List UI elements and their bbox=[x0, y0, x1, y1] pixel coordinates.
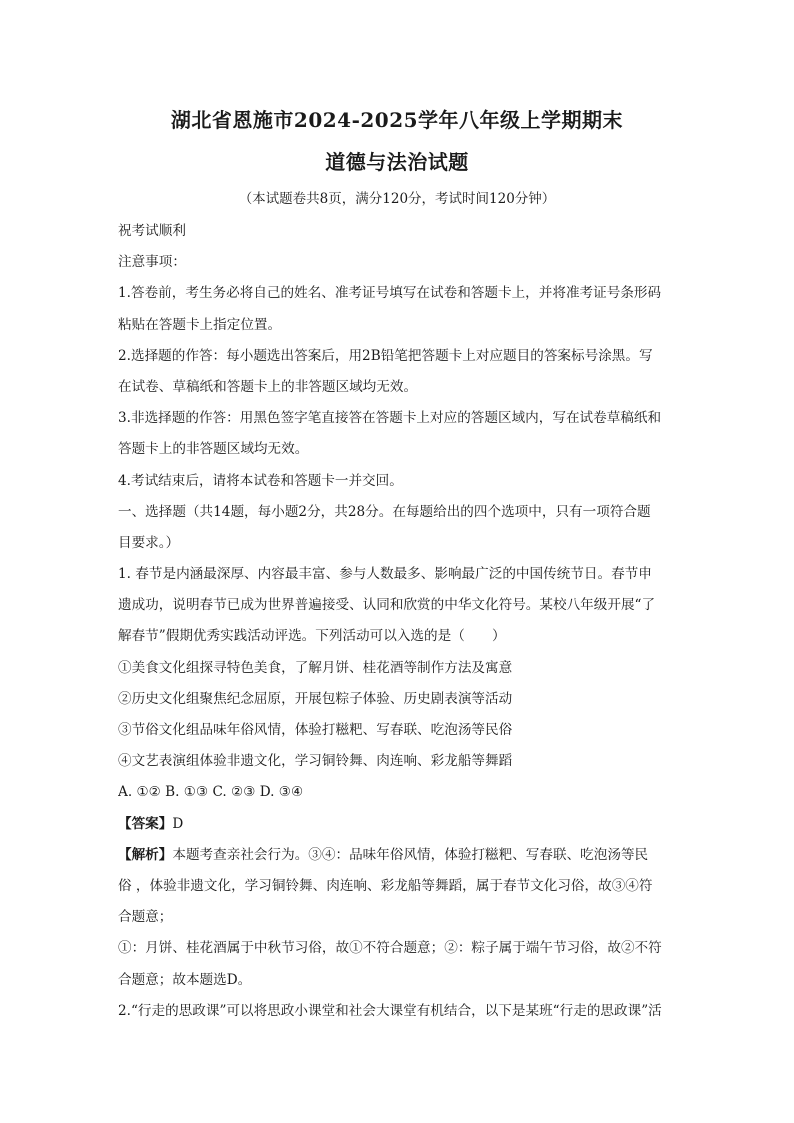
question1-answer bbox=[118, 809, 678, 840]
question1-analysis-line: 合题意；故本题选D。 bbox=[118, 971, 252, 988]
analysis-text: 本题考查亲社会行为。③④：品味年俗风情，体验打糍粑、写春联、吃泡汤等民 bbox=[172, 846, 649, 863]
question1-item: ③节俗文化组品味年俗风情，体验打糍粑、写春联、吃泡汤等民俗 bbox=[118, 722, 513, 738]
question1-analysis-line: 合题意； bbox=[118, 909, 173, 926]
question1-item: ④文艺表演组体验非遗文化，学习铜铃舞、肉连响、彩龙船等舞蹈 bbox=[118, 753, 513, 770]
exam-info-subtitle: （本试题卷共8页，满分120分，考试时间120分钟） bbox=[238, 191, 556, 207]
greeting-text: 祝考试顺利 bbox=[118, 223, 186, 239]
note-line: 3.非选择题的作答：用黑色签字笔直接答在答题卡上对应的答题区域内，写在试卷草稿纸和 bbox=[118, 410, 662, 427]
question1-item: ①美食文化组探寻特色美食，了解月饼、桂花酒等制作方法及寓意 bbox=[118, 659, 513, 676]
question1-stem-line: 1. 春节是内涵最深厚、内容最丰富、参与人数最多、影响最广泛的中国传统节日。春节申 bbox=[118, 566, 652, 583]
section-heading-line: 目要求。） bbox=[118, 534, 180, 551]
section-heading-line: 一、选择题（共14题，每小题2分，共28分。在每题给出的四个选项中，只有一项符合题 bbox=[118, 503, 651, 520]
document-body bbox=[118, 216, 678, 1027]
note-line: 2.选择题的作答：每小题选出答案后，用2B铅笔把答题卡上对应题目的答案标号涂黑。写 bbox=[118, 347, 653, 364]
note-line: 4.考试结束后，请将本试卷和答题卡一并交回。 bbox=[118, 472, 403, 489]
answer-label: 【答案】 bbox=[118, 815, 173, 832]
document-title-line2: 道德与法治试题 bbox=[325, 150, 469, 174]
analysis-label: 【解析】 bbox=[118, 846, 173, 863]
question1-item: ②历史文化组聚焦纪念屈原，开展包粽子体验、历史剧表演等活动 bbox=[118, 690, 513, 707]
note-line: 答题卡上的非答题区域均无效。 bbox=[118, 441, 309, 458]
answer-value: D bbox=[172, 815, 184, 832]
question1-analysis-line bbox=[118, 840, 678, 871]
question1-stem-line: 遗成功，说明春节已成为世界普遍接受、认同和欣赏的中华文化符号。某校八年级开展“了 bbox=[118, 597, 656, 614]
question2-stem-line: 2.“行走的思政课”可以将思政小课堂和社会大课堂有机结合，以下是某班“行走的思政课”活 bbox=[118, 1002, 662, 1019]
document-title-line1: 湖北省恩施市2024-2025学年八年级上学期期末 bbox=[170, 108, 624, 132]
note-line: 粘贴在答题卡上指定位置。 bbox=[118, 316, 282, 333]
note-line: 在试卷、草稿纸和答题卡上的非答题区域均无效。 bbox=[118, 378, 418, 395]
note-line: 1.答卷前，考生务必将自己的姓名、准考证号填写在试卷和答题卡上，并将准考证号条形码 bbox=[118, 285, 662, 302]
question1-analysis-line: ①：月饼、桂花酒属于中秋节习俗，故①不符合题意；②：粽子属于端午节习俗，故②不符 bbox=[118, 940, 662, 957]
question1-analysis-line: 俗 ，体验非遗文化，学习铜铃舞、肉连响、彩龙船等舞蹈，属于春节文化习俗，故③④符 bbox=[118, 877, 653, 894]
question1-stem-line: 解春节”假期优秀实践活动评选。下列活动可以入选的是（ ） bbox=[118, 628, 506, 645]
question1-options: A. ①② B. ①③ C. ②③ D. ③④ bbox=[118, 784, 304, 801]
notes-heading: 注意事项： bbox=[118, 254, 186, 271]
